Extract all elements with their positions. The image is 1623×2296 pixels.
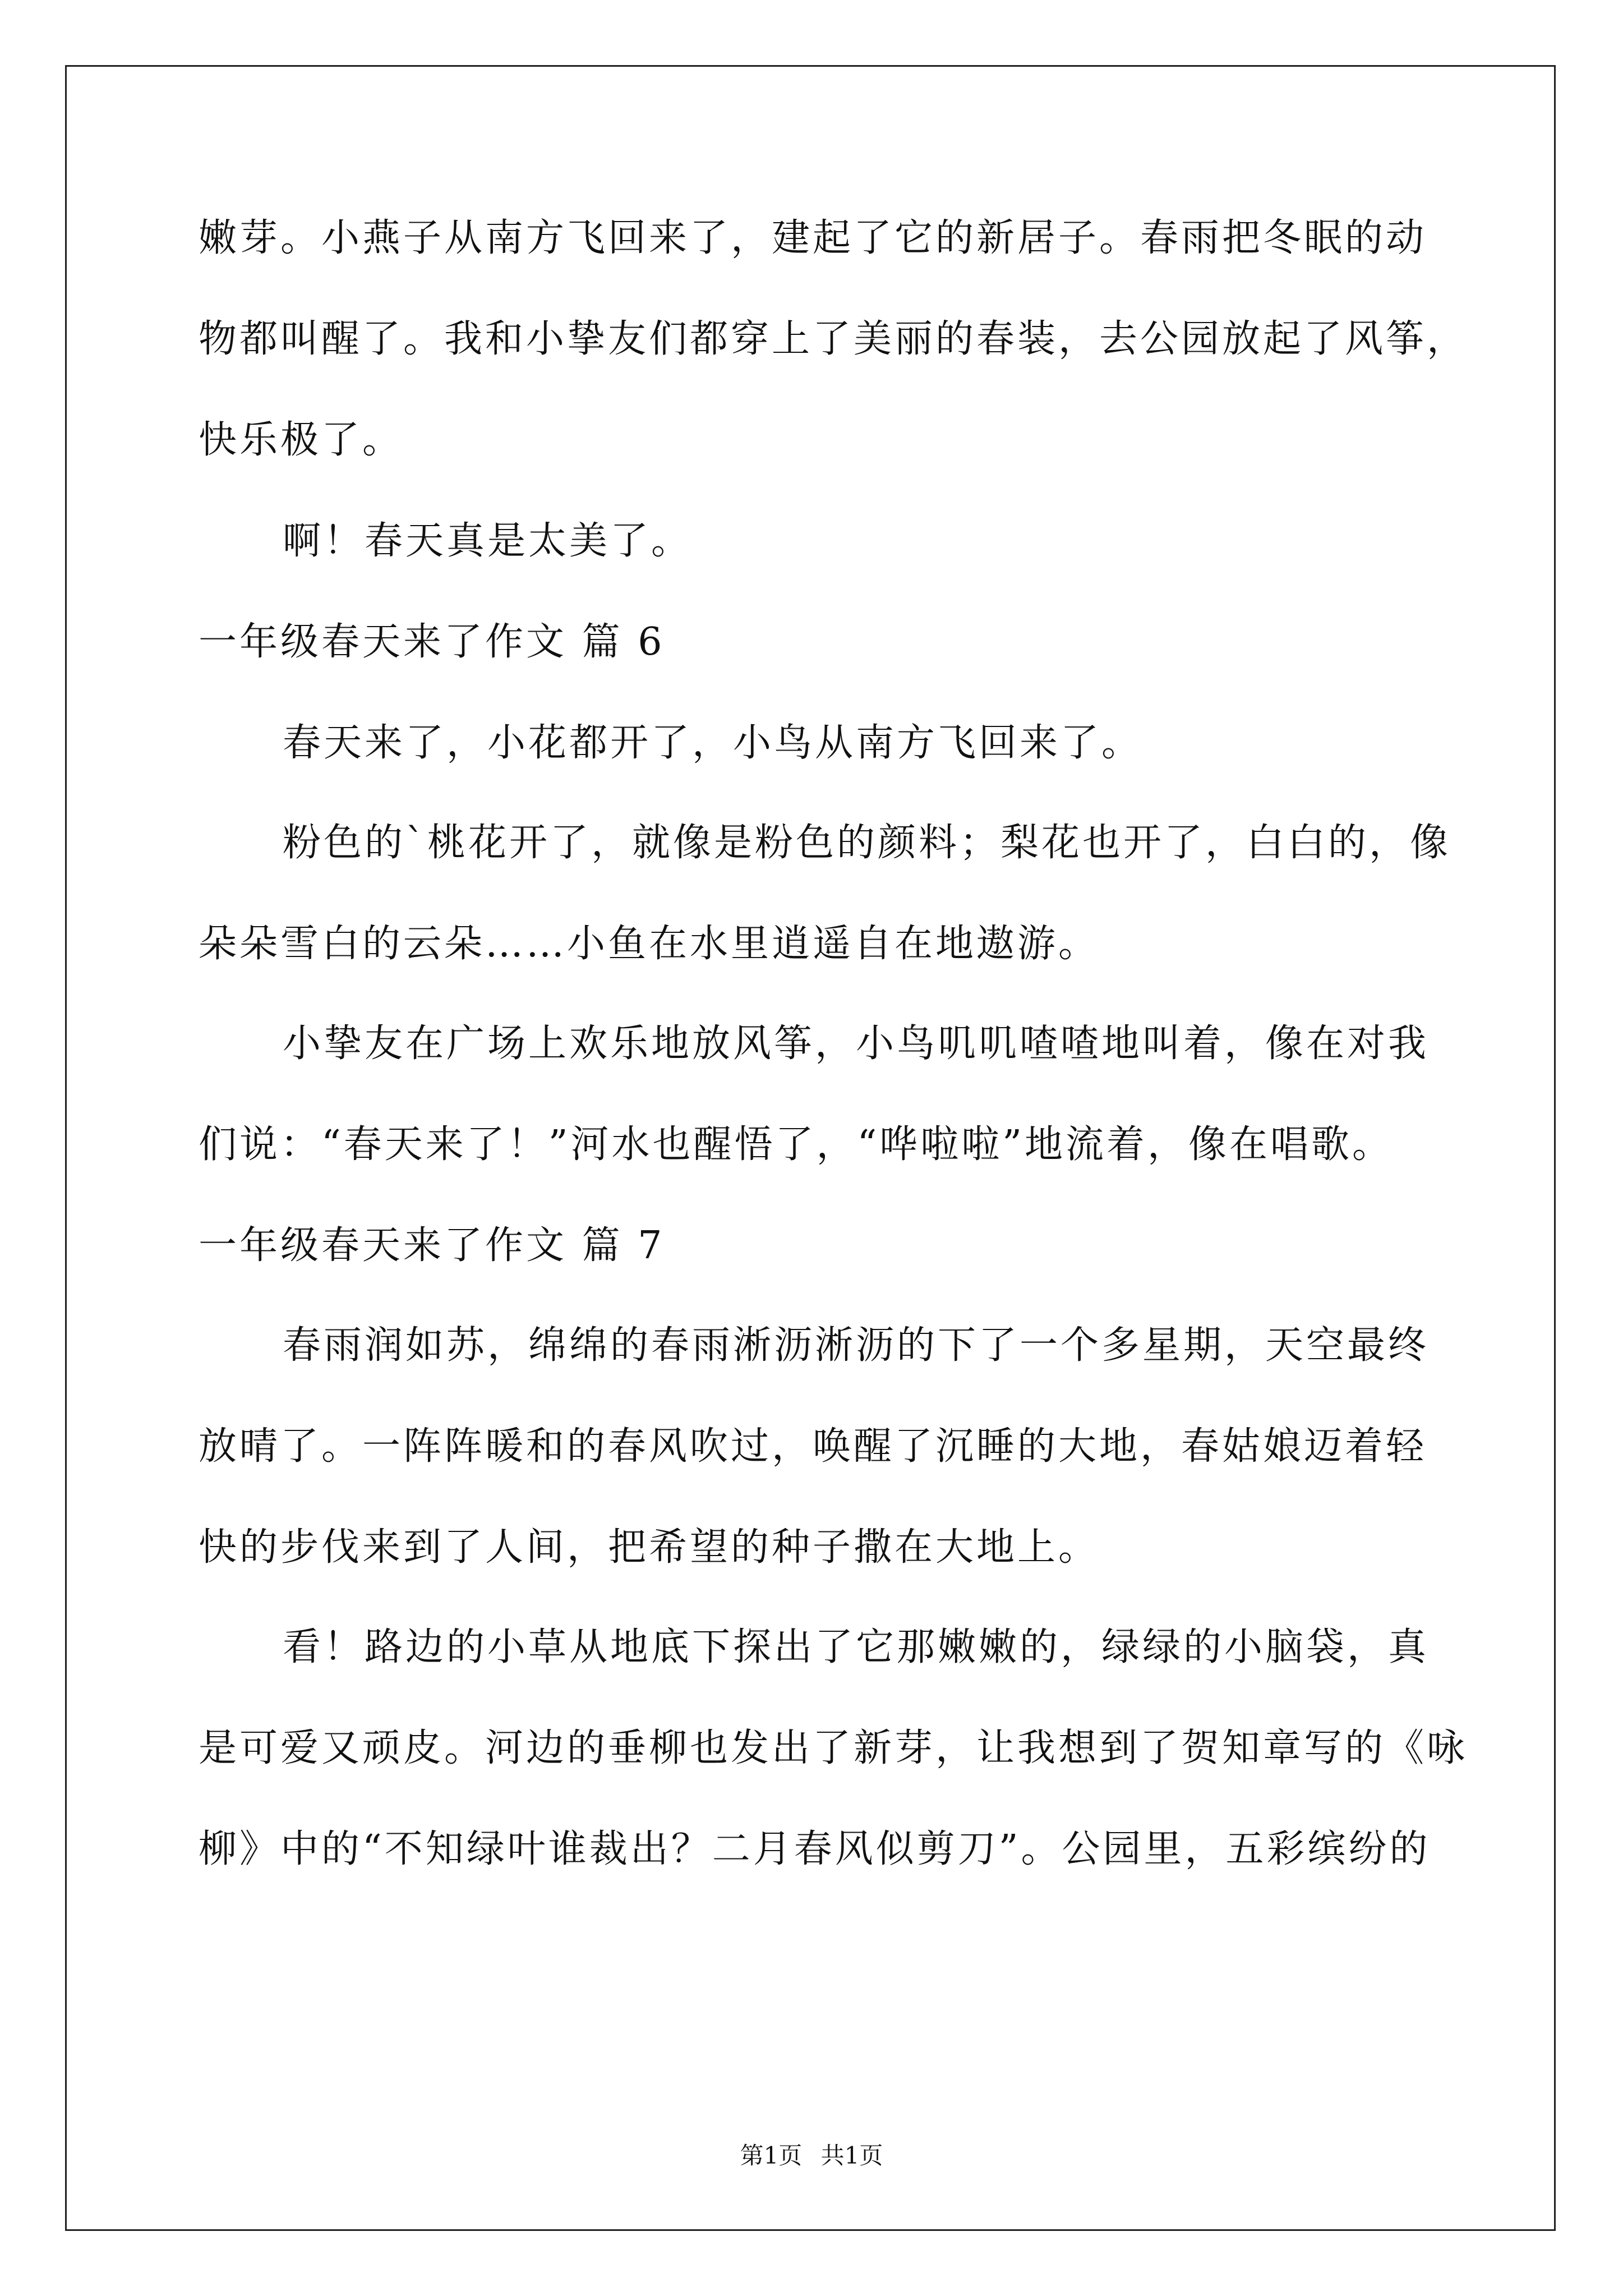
- paragraph-line: 啊！春天真是太美了。: [283, 519, 693, 563]
- paragraph-line: 春雨润如苏，绵绵的春雨淅沥淅沥的下了一个多星期，天空最终: [283, 1323, 1430, 1368]
- page-number: 第1页: [740, 2142, 803, 2169]
- paragraph-line: 快乐极了。: [199, 418, 404, 462]
- paragraph-line: 柳》中的“不知绿叶谁裁出？二月春风似剪刀”。公园里，五彩缤纷的: [199, 1827, 1431, 1871]
- paragraph-line: 朵朵雪白的云朵……小鱼在水里逍遥自在地遨游。: [199, 922, 1100, 966]
- section-heading: 一年级春天来了作文 篇 7: [199, 1223, 665, 1268]
- page-total: 共1页: [820, 2142, 883, 2169]
- paragraph-line: 放晴了。一阵阵暖和的春风吹过，唤醒了沉睡的大地，春姑娘迈着轻: [199, 1424, 1427, 1469]
- paragraph-line: 看！路边的小草从地底下探出了它那嫩嫩的，绿绿的小脑袋，真: [283, 1625, 1430, 1669]
- paragraph-line: 春天来了，小花都开了，小鸟从南方飞回来了。: [283, 721, 1143, 765]
- paragraph-line: 嫩芽。小燕子从南方飞回来了，建起了它的新居子。春雨把冬眠的动: [199, 216, 1427, 260]
- paragraph-line: 是可爱又顽皮。河边的垂柳也发出了新芽，让我想到了贺知章写的《咏: [199, 1726, 1468, 1770]
- paragraph-line: 粉色的`桃花开了，就像是粉色的颜料；梨花也开了，白白的，像: [283, 821, 1451, 865]
- page-footer: [0, 2140, 1623, 2171]
- paragraph-line: 物都叫醒了。我和小挚友们都穿上了美丽的春装，去公园放起了风筝，: [199, 317, 1468, 361]
- paragraph-line: 快的步伐来到了人间，把希望的种子撒在大地上。: [199, 1525, 1100, 1570]
- paragraph-line: 们说：“春天来了！”河水也醒悟了，“哗啦啦”地流着，像在唱歌。: [199, 1122, 1394, 1167]
- paragraph-line: 小挚友在广场上欢乐地放风筝，小鸟叽叽喳喳地叫着，像在对我: [283, 1022, 1430, 1066]
- section-heading: 一年级春天来了作文 篇 6: [199, 620, 665, 664]
